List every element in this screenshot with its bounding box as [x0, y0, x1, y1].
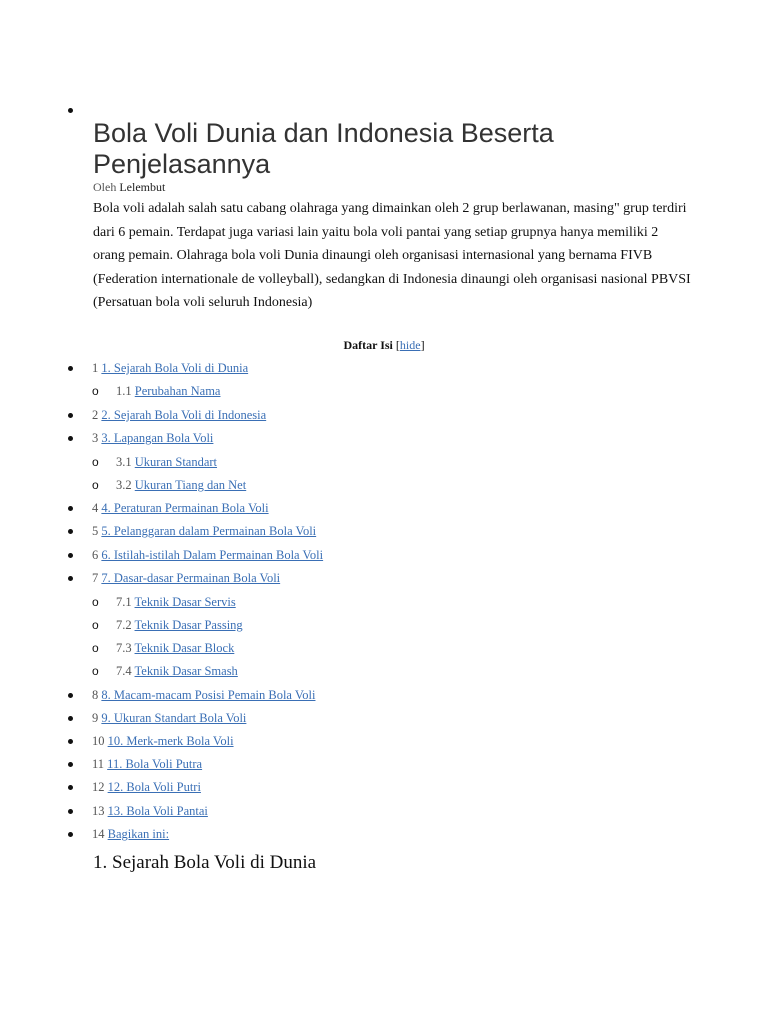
toc-toggle-bracket-close: ] — [420, 338, 425, 352]
toc-link[interactable]: 7. Dasar-dasar Permainan Bola Voli — [101, 571, 281, 585]
toc-link[interactable]: 5. Pelanggaran dalam Permainan Bola Voli — [101, 524, 317, 538]
toc-item-number: 1.1 — [116, 384, 132, 398]
toc-item-number: 10 — [92, 734, 105, 748]
toc-link[interactable]: 8. Macam-macam Posisi Pemain Bola Voli — [101, 688, 316, 702]
toc-link[interactable]: Bagikan ini: — [107, 827, 170, 841]
toc-item-number: 1 — [92, 361, 99, 375]
toc-header — [0, 338, 768, 353]
toc-hide-link[interactable]: hide — [399, 338, 421, 352]
bullet-icon — [68, 693, 73, 698]
sub-bullet-icon: o — [92, 595, 99, 609]
toc-item-number: 13 — [92, 804, 105, 818]
bullet-icon — [68, 366, 73, 371]
toc-item-number: 11 — [92, 757, 105, 771]
bullet-icon — [68, 436, 73, 441]
section-heading: 1. Sejarah Bola Voli di Dunia — [93, 852, 317, 873]
toc-link[interactable]: 12. Bola Voli Putri — [107, 780, 201, 794]
toc-item-number: 7.1 — [116, 595, 132, 609]
toc-item-number: 7 — [92, 571, 99, 585]
author-name[interactable]: Lelembut — [119, 180, 166, 194]
toc-link[interactable]: 13. Bola Voli Pantai — [107, 804, 208, 818]
toc-toggle-bracket-open: [ — [395, 338, 400, 352]
toc-item-number: 8 — [92, 688, 99, 702]
toc-item-number: 7.3 — [116, 641, 132, 655]
toc-item-number: 6 — [92, 548, 99, 562]
bullet-icon — [68, 785, 73, 790]
toc-item-number: 12 — [92, 780, 105, 794]
toc-link[interactable]: 2. Sejarah Bola Voli di Indonesia — [101, 408, 267, 422]
toc-item-number: 14 — [92, 827, 105, 841]
toc-item-number: 4 — [92, 501, 99, 515]
toc-item-number: 5 — [92, 524, 99, 538]
toc-title: Daftar Isi — [343, 338, 393, 352]
toc-link[interactable]: 4. Peraturan Permainan Bola Voli — [101, 501, 269, 515]
toc-link[interactable]: Perubahan Nama — [134, 384, 221, 398]
bullet-icon — [68, 553, 73, 558]
toc-link[interactable]: 11. Bola Voli Putra — [107, 757, 203, 771]
bullet-icon — [68, 529, 73, 534]
sub-bullet-icon: o — [92, 664, 99, 678]
toc-link[interactable]: Teknik Dasar Passing — [134, 618, 243, 632]
toc-link[interactable]: Teknik Dasar Block — [134, 641, 235, 655]
toc-link[interactable]: Ukuran Tiang dan Net — [134, 478, 247, 492]
toc-item-number: 3 — [92, 431, 99, 445]
bullet-icon — [68, 832, 73, 837]
toc-link[interactable]: Teknik Dasar Smash — [134, 664, 238, 678]
byline — [93, 180, 165, 195]
toc-link[interactable]: Teknik Dasar Servis — [134, 595, 236, 609]
toc-link[interactable]: 9. Ukuran Standart Bola Voli — [101, 711, 247, 725]
byline-prefix: Oleh — [93, 180, 117, 194]
intro-paragraph: Bola voli adalah salah satu cabang olahraga yang dimainkan oleh 2 grup berlawanan, masing" grup terdiri dari 6 pemain. Terdapat juga variasi lain yaitu bola voli pantai yang setiap grupnya hanya memiliki 2 orang pemain. Olahraga bola voli Dunia dinaungi oleh organisasi internasional yang bernama FIVB (Federation internationale de volleyball), sedangkan di Indonesia dinaungi oleh organisasi nasional PBVSI (Persatuan bola voli seluruh Indonesia) — [93, 201, 691, 310]
sub-bullet-icon: o — [92, 618, 99, 632]
bullet-icon — [68, 413, 73, 418]
bullet-icon — [68, 762, 73, 767]
bullet-icon — [68, 506, 73, 511]
toc-item-number: 9 — [92, 711, 99, 725]
toc-link[interactable]: 6. Istilah-istilah Dalam Permainan Bola Voli — [101, 548, 324, 562]
toc-item-number: 3.2 — [116, 478, 132, 492]
toc-item-number: 2 — [92, 408, 99, 422]
toc-link[interactable]: 10. Merk-merk Bola Voli — [107, 734, 234, 748]
bullet-icon — [68, 739, 73, 744]
toc-link[interactable]: 3. Lapangan Bola Voli — [101, 431, 214, 445]
bullet-icon — [68, 716, 73, 721]
bullet-icon — [68, 576, 73, 581]
sub-bullet-icon: o — [92, 455, 99, 469]
sub-bullet-icon: o — [92, 384, 99, 398]
bullet-icon — [68, 809, 73, 814]
list-bullet — [68, 108, 73, 113]
toc-item-number: 3.1 — [116, 455, 132, 469]
sub-bullet-icon: o — [92, 478, 99, 492]
article-title: Bola Voli Dunia dan Indonesia Beserta Penjelasannya — [93, 118, 554, 179]
toc-item-number: 7.2 — [116, 618, 132, 632]
toc-link[interactable]: Ukuran Standart — [134, 455, 218, 469]
toc-link[interactable]: 1. Sejarah Bola Voli di Dunia — [101, 361, 249, 375]
toc-item-number: 7.4 — [116, 664, 132, 678]
sub-bullet-icon: o — [92, 641, 99, 655]
